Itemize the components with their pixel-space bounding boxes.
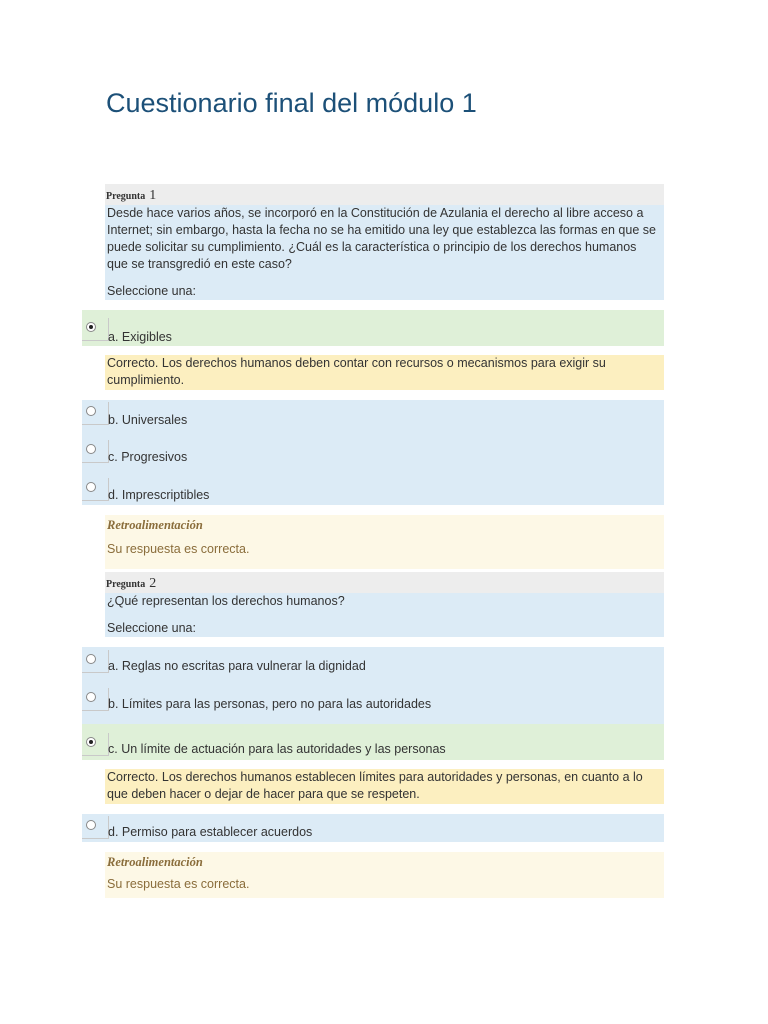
question-2-header <box>105 572 664 593</box>
option-label[interactable]: b. Límites para las personas, pero no para las autoridades <box>108 697 432 711</box>
option-label[interactable]: c. Un límite de actuación para las autoridades y las personas <box>108 742 446 756</box>
general-feedback <box>105 852 664 898</box>
option-label[interactable]: c. Progresivos <box>108 450 188 464</box>
radio-icon[interactable] <box>86 444 96 454</box>
radio-icon[interactable] <box>86 322 96 332</box>
option-label[interactable]: b. Universales <box>108 413 188 427</box>
general-feedback <box>105 515 664 569</box>
option-feedback: Correcto. Los derechos humanos deben contar con recursos o mecanismos para exigir su cumplimiento. <box>105 355 664 390</box>
option-feedback: Correcto. Los derechos humanos establecen límites para autoridades y personas, en cuanto a lo que deben hacer o dejar de hacer para que se respeten. <box>105 769 664 804</box>
question-label: Pregunta <box>106 579 146 590</box>
radio-icon[interactable] <box>86 482 96 492</box>
option-label[interactable]: d. Imprescriptibles <box>108 488 210 502</box>
radio-icon[interactable] <box>86 654 96 664</box>
feedback-text: Su respuesta es correcta. <box>107 877 250 891</box>
feedback-title: Retroalimentación <box>107 855 203 869</box>
question-text: ¿Qué representan los derechos humanos? <box>107 594 345 608</box>
radio-icon[interactable] <box>86 737 96 747</box>
feedback-text: Su respuesta es correcta. <box>107 542 250 556</box>
select-prompt: Seleccione una: <box>107 284 196 298</box>
feedback-title: Retroalimentación <box>107 518 203 532</box>
page-title: Cuestionario final del módulo 1 <box>106 88 477 118</box>
question-2-body <box>105 593 664 637</box>
question-number: 2 <box>149 576 157 591</box>
question-1-body <box>105 205 664 300</box>
radio-icon[interactable] <box>86 692 96 702</box>
option-label[interactable]: a. Exigibles <box>108 330 172 344</box>
question-1-header <box>105 184 664 205</box>
option-label[interactable]: d. Permiso para establecer acuerdos <box>108 825 313 839</box>
radio-icon[interactable] <box>86 820 96 830</box>
question-number: 1 <box>149 188 157 203</box>
select-prompt: Seleccione una: <box>107 621 196 635</box>
question-text: Desde hace varios años, se incorporó en la Constitución de Azulania el derecho al libre acceso a Internet; sin embargo, hasta la fecha no se ha emitido una ley que establezca las formas en que se puede solicitar su cumplimiento. ¿Cuál es la característica o principio de los derechos humanos que se transgredió en este caso? <box>107 206 656 271</box>
option-label[interactable]: a. Reglas no escritas para vulnerar la dignidad <box>108 659 366 673</box>
question-label: Pregunta <box>106 191 146 202</box>
radio-icon[interactable] <box>86 406 96 416</box>
